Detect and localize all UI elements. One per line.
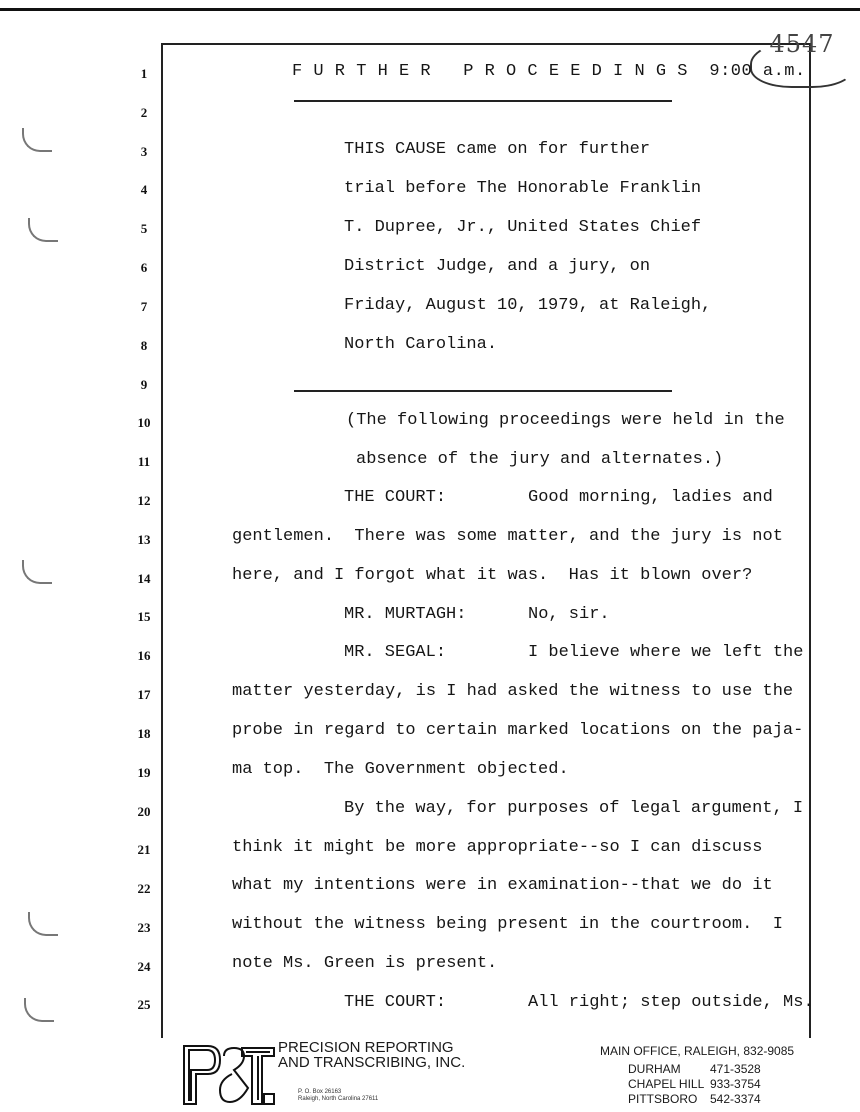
transcript-line: I believe where we left the (528, 643, 804, 662)
branch-phone: 542-3374 (710, 1092, 761, 1106)
line-number: 25 (137, 997, 151, 1012)
proceedings-heading: F U R T H E R P R O C E E D I N G S 9:00 a.m. (292, 62, 806, 81)
company-name-line1: PRECISION REPORTING (278, 1039, 454, 1056)
transcript-line: note Ms. Green is present. (232, 954, 498, 973)
line-number: 13 (137, 532, 151, 547)
transcript-line: what my intentions were in examination--that we do it (232, 876, 773, 895)
branch-name: DURHAM (628, 1062, 681, 1076)
transcript-line: here, and I forgot what it was. Has it blown over? (232, 566, 753, 585)
speaker-label: MR. MURTAGH: (344, 605, 467, 624)
heading-rule (294, 100, 672, 102)
line-number: 12 (137, 493, 151, 508)
transcript-line: Friday, August 10, 1979, at Raleigh, (344, 296, 712, 315)
speaker-label: THE COURT: (344, 488, 447, 507)
reporter-footer (0, 1036, 860, 1112)
transcript-line: T. Dupree, Jr., United States Chief (344, 218, 702, 237)
line-number: 10 (137, 415, 151, 430)
line-number: 6 (140, 260, 148, 275)
transcript-line: without the witness being present in the courtroom. I (232, 915, 783, 934)
transcript-line: All right; step outside, Ms. (528, 993, 814, 1012)
line-number: 3 (140, 144, 148, 159)
line-number: 18 (137, 726, 151, 741)
punch-mark (22, 560, 52, 584)
company-address-line1: P. O. Box 26163 (298, 1089, 342, 1095)
punch-mark (28, 218, 58, 242)
company-logo (180, 1044, 276, 1106)
transcript-line: (The following proceedings were held in the (346, 411, 785, 430)
line-number: 1 (140, 66, 148, 81)
transcript-line: THIS CAUSE came on for further (344, 140, 651, 159)
branch-name: CHAPEL HILL (628, 1077, 705, 1091)
branch-phone: 471-3528 (710, 1062, 761, 1076)
transcript-line: Good morning, ladies and (528, 488, 773, 507)
page-number-stamp: 4547 (769, 30, 835, 58)
transcript-line: think it might be more appropriate--so I can discuss (232, 838, 763, 857)
line-number: 14 (137, 571, 151, 586)
transcript-line: ma top. The Government objected. (232, 760, 569, 779)
transcript-line: trial before The Honorable Franklin (344, 179, 702, 198)
transcript-line: probe in regard to certain marked locations on the paja- (232, 721, 804, 740)
line-number: 17 (137, 687, 151, 702)
line-number: 8 (140, 338, 148, 353)
line-number: 7 (140, 299, 148, 314)
line-number: 4 (140, 182, 148, 197)
line-number: 23 (137, 920, 151, 935)
company-name-line2: AND TRANSCRIBING, INC. (278, 1054, 466, 1071)
line-number: 2 (140, 105, 148, 120)
caption-rule (294, 390, 672, 392)
speaker-label: THE COURT: (344, 993, 447, 1012)
punch-mark (22, 128, 52, 152)
transcript-line: absence of the jury and alternates.) (356, 450, 724, 469)
line-number: 21 (137, 842, 151, 857)
top-border-rule (0, 8, 860, 11)
transcript-line: No, sir. (528, 605, 610, 624)
branch-phone: 933-3754 (710, 1077, 761, 1091)
line-number: 15 (137, 609, 151, 624)
line-number: 9 (140, 377, 148, 392)
transcript-line: matter yesterday, is I had asked the witness to use the (232, 682, 794, 701)
line-number: 24 (137, 959, 151, 974)
company-address-line2: Raleigh, North Carolina 27611 (298, 1096, 379, 1102)
transcript-line: By the way, for purposes of legal argument, I (344, 799, 804, 818)
line-number: 16 (137, 648, 151, 663)
transcript-line: gentlemen. There was some matter, and the jury is not (232, 527, 783, 546)
punch-mark (24, 998, 54, 1022)
line-number: 20 (137, 804, 151, 819)
branch-name: PITTSBORO (628, 1092, 698, 1106)
line-number: 22 (137, 881, 151, 896)
main-office: MAIN OFFICE, RALEIGH, 832-9085 (600, 1044, 795, 1058)
punch-mark (28, 912, 58, 936)
speaker-label: MR. SEGAL: (344, 643, 447, 662)
line-number: 5 (140, 221, 148, 236)
line-number: 19 (137, 765, 151, 780)
transcript-line: North Carolina. (344, 335, 498, 354)
line-number: 11 (137, 454, 151, 469)
transcript-line: District Judge, and a jury, on (344, 257, 651, 276)
